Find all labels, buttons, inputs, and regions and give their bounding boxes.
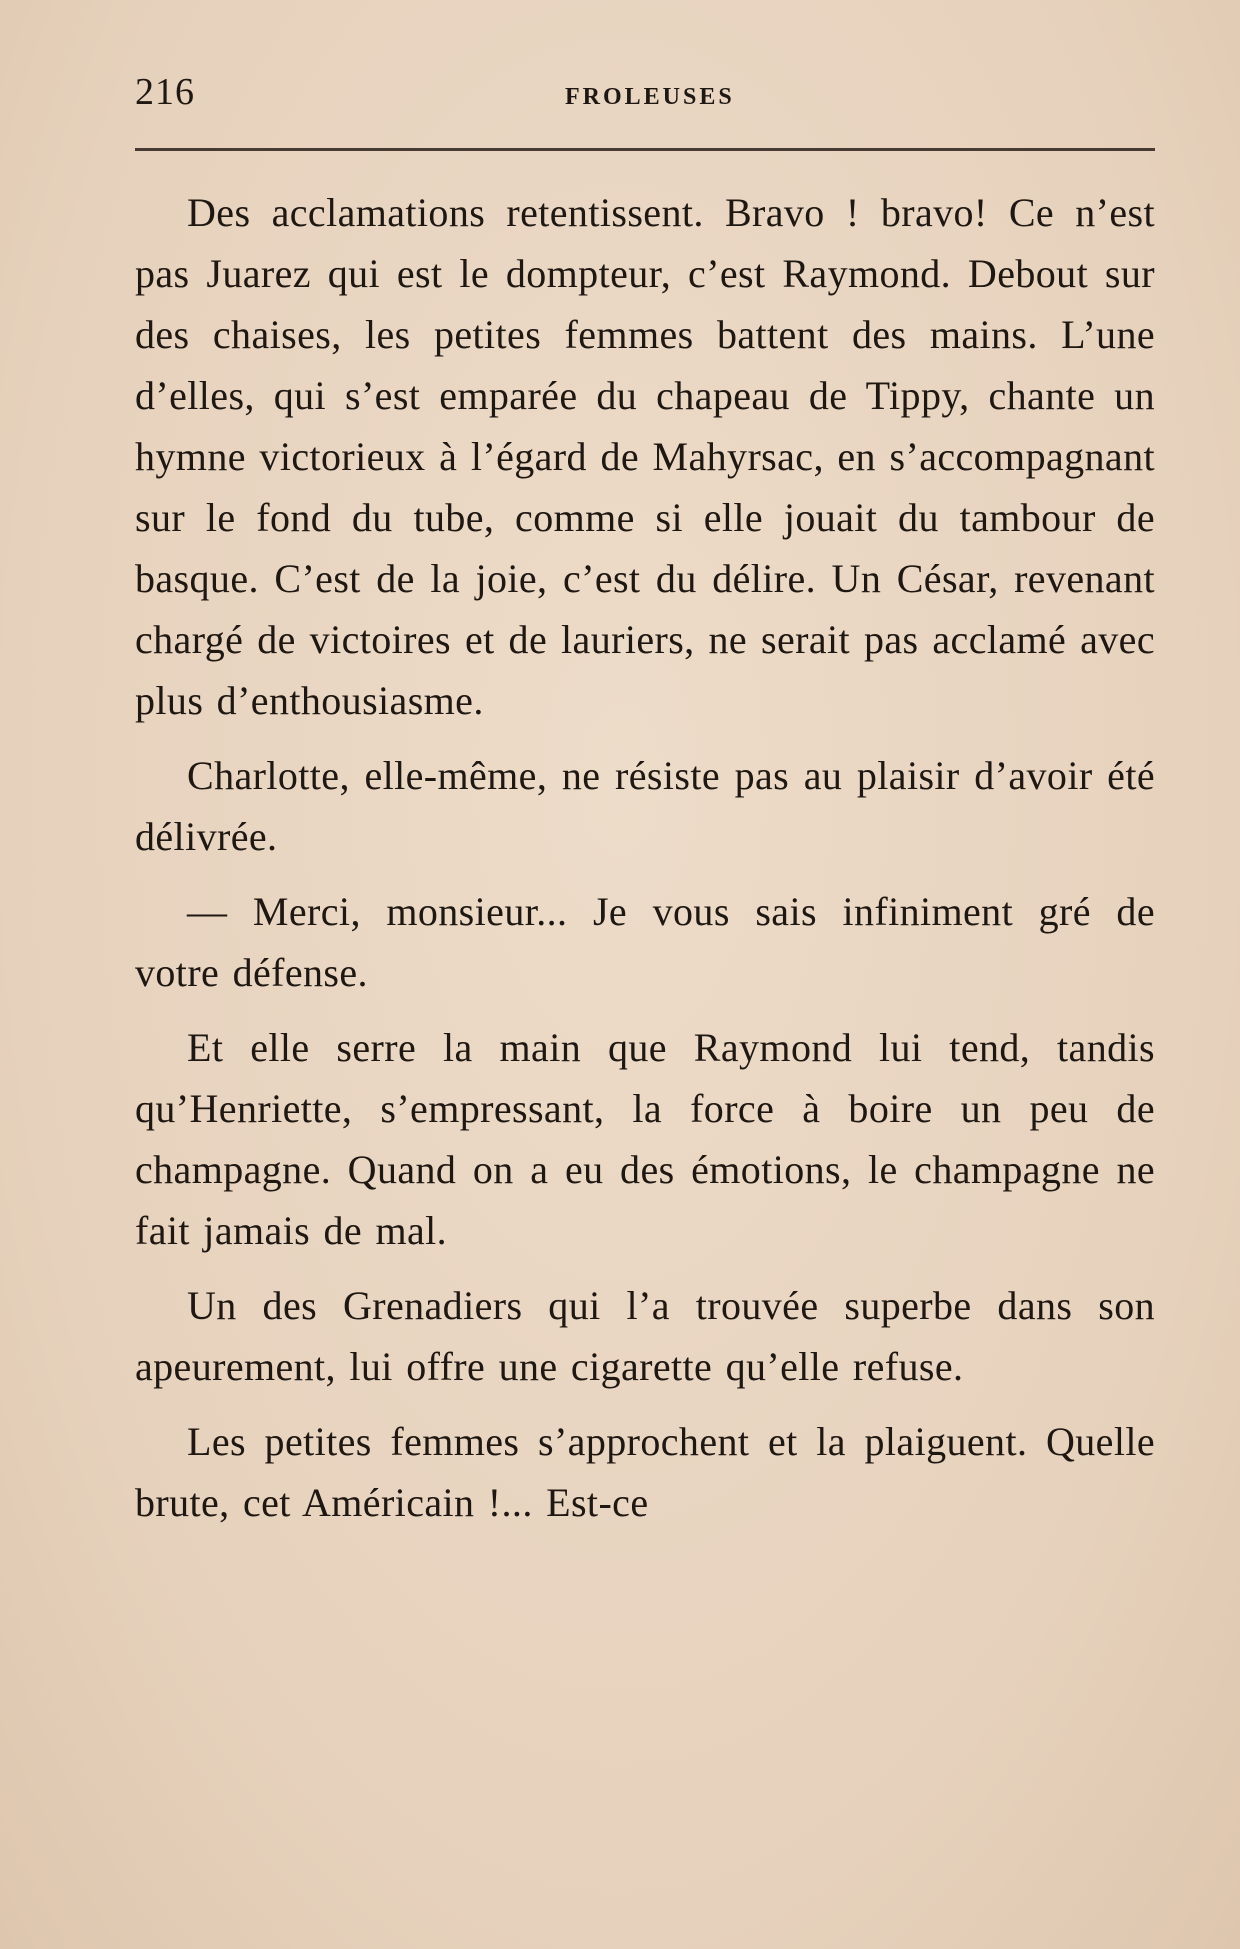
paragraph: Un des Grenadiers qui l’a trouvée superbe dans son apeurement, lui offre une cigarette qu’elle refuse. <box>135 1283 1155 1389</box>
paragraph: Des acclamations retentissent. Bravo ! bravo! Ce n’est pas Juarez qui est le dompteur, c’est Raymond. Debout sur des chaises, les petites femmes battent des mains. L’une d’elles, qui s’est emparée du chapeau de Tippy, chante un hymne victorieux à l’égard de Mahyrsac, en s’accompagnant sur le fond du tube, comme si elle jouait du tambour de basque. C’est de la joie, c’est du délire. Un César, revenant chargé de victoires et de lauriers, ne serait pas acclamé avec plus d’enthousiasme. <box>135 190 1155 723</box>
body-text <box>135 182 1155 1547</box>
paragraph: — Merci, monsieur... Je vous sais infiniment gré de votre défense. <box>135 889 1155 995</box>
running-title: FROLEUSES <box>565 84 735 110</box>
header-rule <box>135 148 1155 151</box>
page-header <box>135 70 1155 120</box>
paragraph: Les petites femmes s’approchent et la plaiguent. Quelle brute, cet Américain !... Est-ce <box>135 1419 1155 1525</box>
page-number: 216 <box>135 71 195 113</box>
book-page <box>135 70 1155 1525</box>
paragraph: Charlotte, elle-même, ne résiste pas au plaisir d’avoir été délivrée. <box>135 753 1155 859</box>
paragraph: Et elle serre la main que Raymond lui tend, tandis qu’Henriette, s’empressant, la force à boire un peu de champagne. Quand on a eu des émotions, le champagne ne fait jamais de mal. <box>135 1025 1155 1253</box>
